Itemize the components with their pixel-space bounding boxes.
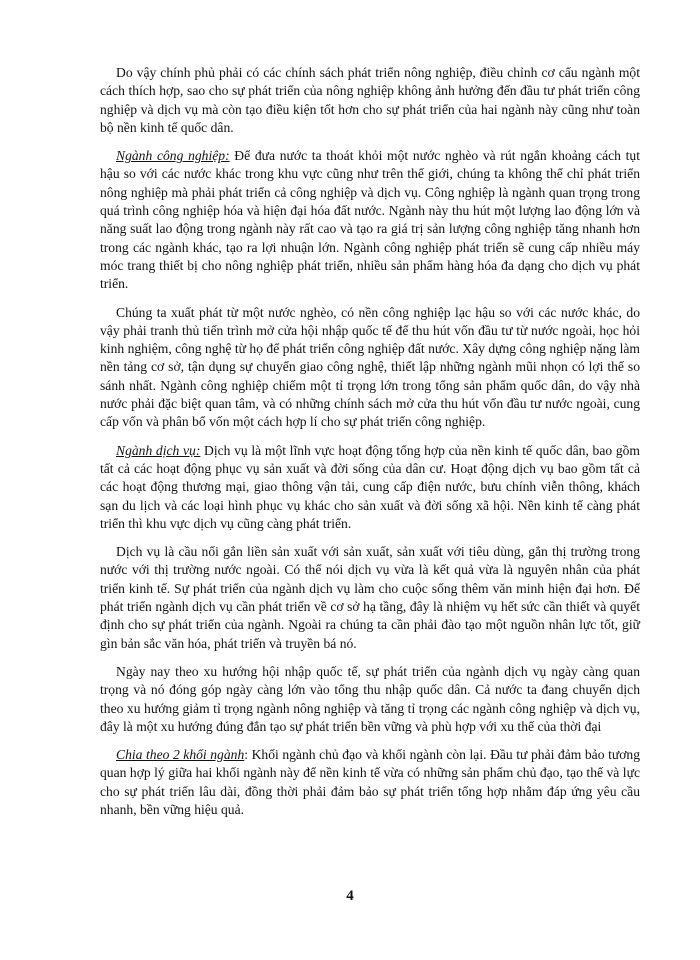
paragraph-4-heading: Ngành dịch vụ:: [116, 442, 201, 458]
paragraph-3-text: Chúng ta xuất phát từ một nước nghèo, có nền công nghiệp lạc hậu so với các nước khác, do vậy phải tranh thủ tiến trình mở cửa hội nhập quốc tế để thu hút vốn đầu tư từ nước ngoài, học hỏi kinh nghiệm, công nghệ từ họ để phát triển công nghiệp đất nước. Xây dựng công nghiệp nặng làm nền tảng cơ sở, tận dụng sự chuyển giao công nghệ, thiết lập những ngành mũi nhọn có lợi thế so sánh nhất. Ngành công nghiệp chiếm một tỉ trọng lớn trong tổng sản phẩm quốc dân, do vậy nhà nước phải đặc biệt quan tâm, và có những chính sách mở cửa thu hút vốn đầu tư nước ngoài, cung cấp vốn và phân bổ vốn một cách hợp lí cho sự phát triển công nghiệp.: [100, 304, 640, 430]
paragraph-2-text: Để đưa nước ta thoát khỏi một nước nghèo và rút ngắn khoảng cách tụt hậu so với các nước khác trong khu vực cũng như trên thế giới, chúng ta không thể chỉ phát triển nông nghiệp mà phải phát triển cả công nghiệp và dịch vụ. Công nghiệp là ngành quan trọng trong quá trình công nghiệp hóa và hiện đại hóa đất nước. Ngành này thu hút một lượng lao động lớn và năng suất lao động trong ngành này rất cao và tạo ra giá trị sản lượng công nghiệp tăng nhanh hơn trong các ngành khác, tạo ra lợi nhuận lớn. Ngành công nghiệp phát triển sẽ cung cấp nhiều máy móc trang thiết bị cho nông nghiệp phát triển, nhiều sản phẩm hàng hóa đa dạng cho dịch vụ phát triển.: [100, 148, 640, 292]
page-number: 4: [346, 888, 354, 904]
body-text: [100, 64, 640, 829]
paragraph-7-heading: Chia theo 2 khối ngành: [116, 747, 245, 763]
paragraph-6: [100, 663, 640, 736]
paragraph-4: [100, 442, 640, 533]
paragraph-7-text: : Khối ngành chủ đạo và khối ngành còn lại. Đầu tư phải đảm bảo tương quan hợp lý giữa hai khối ngành này để nền kinh tế vừa có những sản phẩm chủ đạo, tạo thế và lực cho sự phát triển lâu dài, đồng thời phải đảm bảo sự phát triển tổng hợp nhằm đáp ứng yêu cầu nhanh, bền vững hiệu quả.: [100, 747, 640, 817]
paragraph-3: [100, 304, 640, 432]
paragraph-2-heading: Ngành công nghiệp:: [116, 148, 230, 164]
paragraph-4-text: Dịch vụ là một lĩnh vực hoạt động tổng hợp của nền kinh tế quốc dân, bao gồm tất cả các hoạt động phục vụ sản xuất và đời sống của dân cư. Hoạt động dịch vụ bao gồm tất cả các hoạt động thương mại, giao thông vận tải, cung cấp điện nước, bưu chính viễn thông, khách sạn du lịch và các loại hình phục vụ khác cho sản xuất và đời sống xã hội. Nền kinh tế càng phát triển thì khu vực dịch vụ cũng càng phát triển.: [100, 442, 640, 531]
paragraph-5-text: Dịch vụ là cầu nối gắn liền sản xuất với sản xuất, sản xuất với tiêu dùng, gắn thị trường trong nước với thị trường nước ngoài. Có thể nói dịch vụ vừa là kết quả vừa là nguyên nhân của phát triển kinh tế. Sự phát triển của ngành dịch vụ làm cho cuộc sống thêm văn minh hiện đại hơn. Để phát triển ngành dịch vụ cần phát triển về cơ sở hạ tầng, đây là nhiệm vụ hết sức cần thiết và quyết định cho sự phát triển của ngành. Ngoài ra chúng ta cần phải đào tạo một nguồn nhân lực tốt, giữ gìn bản sắc văn hóa, phát triển và truyền bá nó.: [100, 544, 640, 651]
paragraph-1-text: Do vậy chính phủ phải có các chính sách phát triển nông nghiệp, điều chỉnh cơ cấu ngành một cách thích hợp, sao cho sự phát triển của nông nghiệp không ảnh hưởng đến đầu tư phát triển công nghiệp và dịch vụ mà còn tạo điều kiện tốt hơn cho sự phát triển của hai ngành này cũng như toàn bộ nền kinh tế quốc dân.: [100, 65, 640, 135]
paragraph-5: [100, 543, 640, 653]
paragraph-2: [100, 147, 640, 293]
paragraph-7: [100, 746, 640, 819]
paragraph-6-text: Ngày nay theo xu hướng hội nhập quốc tế, sự phát triển của ngành dịch vụ ngày càng quan trọng và nó đóng góp ngày càng lớn vào tổng thu nhập quốc dân. Cả nước ta đang chuyển dịch theo xu hướng giảm tỉ trọng ngành nông nghiệp và tăng tỉ trọng các ngành công nghiệp và dịch vụ, đây là một xu hướng đúng đắn tạo sự phát triển bền vững và phù hợp với xu thế của thời đại: [100, 663, 640, 734]
paragraph-1: [100, 64, 640, 137]
